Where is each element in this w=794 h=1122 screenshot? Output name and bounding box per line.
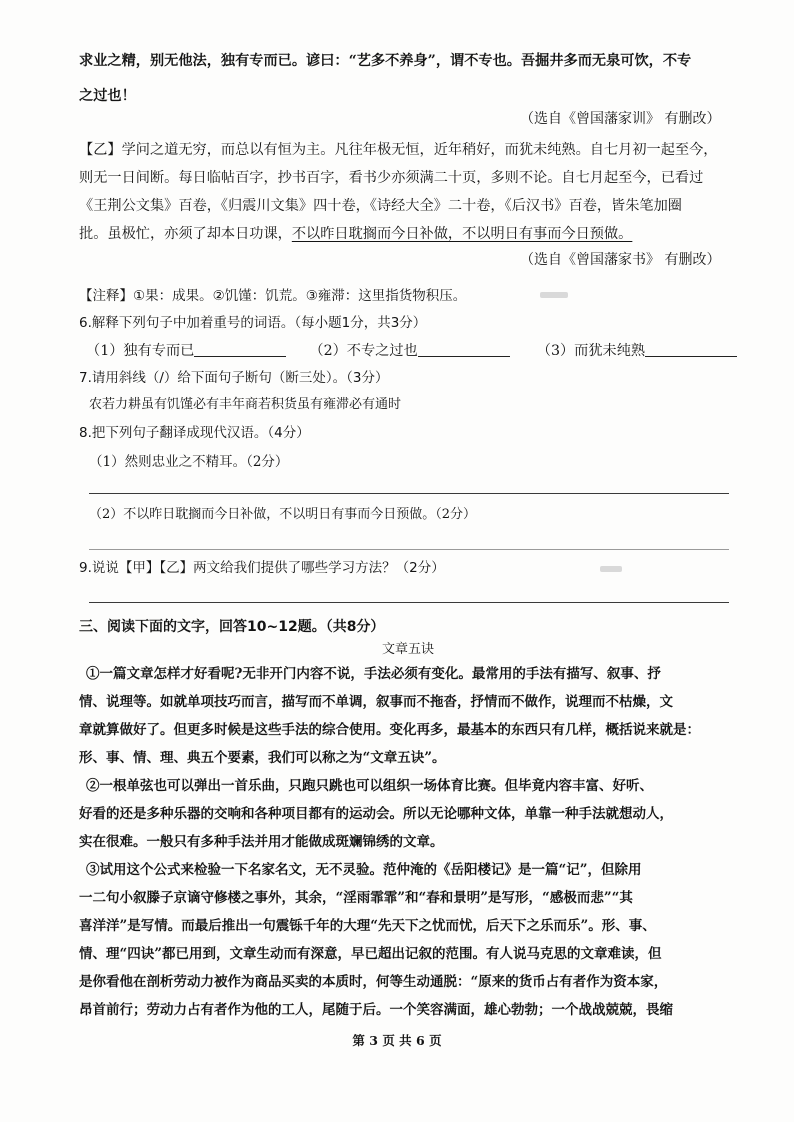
yi-underlined-sentence: 不以昨日耽搁而今日补做，不以明日有事而今日预做。 xyxy=(291,226,633,242)
article-line-7: 实在很难。一般只有多种手法并用才能做成斑斓锦绣的文章。 xyxy=(79,834,444,850)
article-line-2: 情、说理等。如就单项技巧而言，描写而不单调，叙事而不拖沓，抒情而不做作，说理而不枯燥，文 xyxy=(79,694,673,710)
q6-answer-blank-2[interactable] xyxy=(418,342,510,357)
q6-item-2: （2）不专之过也 xyxy=(309,343,418,359)
article-line-10: 喜洋洋”是写情。而最后推出一句震铄千年的大理“先天下之忧而忧，后天下之乐而乐”。形、事、 xyxy=(79,918,656,934)
q9-answer-line[interactable] xyxy=(89,602,729,603)
article-line-3: 章就算做好了。但更多时候是这些手法的综合使用。变化再多，最基本的东西只有几样，概括说来就是： xyxy=(79,722,700,738)
yi-line-3: 《王荆公文集》百卷，《归震川文集》四十卷，《诗经大全》二十卷，《后汉书》百卷，皆朱笔加圈 xyxy=(79,198,682,214)
article-line-1: ①一篇文章怎样才好看呢?无非开门内容不说，手法必须有变化。最常用的手法有描写、叙事、抒 xyxy=(86,666,661,682)
question-8-item-1: （1）然则忠业之不精耳。（2分） xyxy=(89,454,289,470)
article-line-12: 是你看他在剖析劳动力被作为商品买卖的本质时，何等生动通脱：“原来的货币占有者作为资本家， xyxy=(79,974,668,990)
article-line-8: ③试用这个公式来检验一下名家名文，无不灵验。范仲淹的《岳阳楼记》是一篇“记”，但除用 xyxy=(86,862,642,878)
article-line-9: 一二句小叙滕子京谪守修楼之事外，其余，“淫雨霏霏”和“春和景明”是写形，“感极而悲”“其 xyxy=(79,890,633,906)
q6-item-3: （3）而犹未纯熟 xyxy=(536,343,646,359)
article-title: 文章五诀 xyxy=(382,642,435,657)
section-3-heading: 三、阅读下面的文字，回答10~12题。（共8分） xyxy=(79,619,385,635)
yi-source: （选自《曾国藩家书》 有删改） xyxy=(520,252,721,268)
question-6-items xyxy=(86,341,736,361)
question-8-stem: 8.把下列句子翻译成现代汉语。（4分） xyxy=(79,425,310,441)
q8-answer-line-2[interactable] xyxy=(89,549,729,550)
question-7-sentence: 农若力耕虽有饥馑必有丰年商若积货虽有雍滞必有通时 xyxy=(89,397,402,412)
jia-line-1: 求业之精，别无他法，独有专而已。谚曰：“艺多不养身”，谓不专也。吾掘井多而无泉可饮，不专 xyxy=(79,53,692,69)
question-8-item-2: （2）不以昨日耽搁而今日补做，不以明日有事而今日预做。（2分） xyxy=(89,507,477,522)
question-9-stem: 9.说说【甲】【乙】两文给我们提供了哪些学习方法？（2分） xyxy=(79,560,445,576)
q6-item-1: （1）独有专而已 xyxy=(86,343,195,359)
page-number: 第 3 页 共 6 页 xyxy=(352,1033,442,1048)
jia-line-2: 之过也！ xyxy=(79,88,136,104)
q6-answer-blank-1[interactable] xyxy=(194,342,286,357)
article-line-4: 形、事、情、理、典五个要素，我们可以称之为“文章五诀”。 xyxy=(79,750,446,766)
article-line-6: 好看的还是多种乐器的交响和各种项目都有的运动会。所以无论哪种文体，单靠一种手法就想动人， xyxy=(79,806,673,822)
scan-smudge xyxy=(540,292,568,298)
yi-line-2: 则无一日间断。每日临帖百字，抄书百字，看书少亦须满二十页，多则不论。自七月起至今，已看过 xyxy=(79,170,704,186)
yi-line-4-text: 批。虽极忙，亦须了却本日功课， xyxy=(79,226,292,242)
article-line-11: 情、理“四诀”都已用到，文章生动而有深意，早已超出记叙的范围。有人说马克思的文章难读，但 xyxy=(79,946,662,962)
q6-answer-blank-3[interactable] xyxy=(645,342,737,357)
jia-source: （选自《曾国藩家训》 有删改） xyxy=(520,111,721,127)
question-7-stem: 7.请用斜线（/）给下面句子断句（断三处）。（3分） xyxy=(79,370,389,386)
annotation-notes: 【注释】①果：成果。②饥馑：饥荒。③雍滞：这里指货物积压。 xyxy=(79,288,467,304)
yi-line-4 xyxy=(79,224,729,244)
q8-answer-line-1[interactable] xyxy=(89,493,729,494)
question-6-stem: 6.解释下列句子中加着重号的词语。（每小题1分，共3分） xyxy=(79,315,427,331)
article-line-13: 昂首前行；劳动力占有者作为他的工人，尾随于后。一个笑容满面，雄心勃勃；一个战战兢兢，畏缩 xyxy=(79,1002,673,1018)
article-line-5: ②一根单弦也可以弹出一首乐曲，只跑只跳也可以组织一场体育比赛。但毕竟内容丰富、好听、 xyxy=(86,778,653,794)
scan-smudge xyxy=(600,566,622,572)
yi-line-1: 【乙】学问之道无穷，而总以有恒为主。凡往年极无恒，近年稍好，而犹未纯熟。自七月初一起至今， xyxy=(79,142,718,158)
